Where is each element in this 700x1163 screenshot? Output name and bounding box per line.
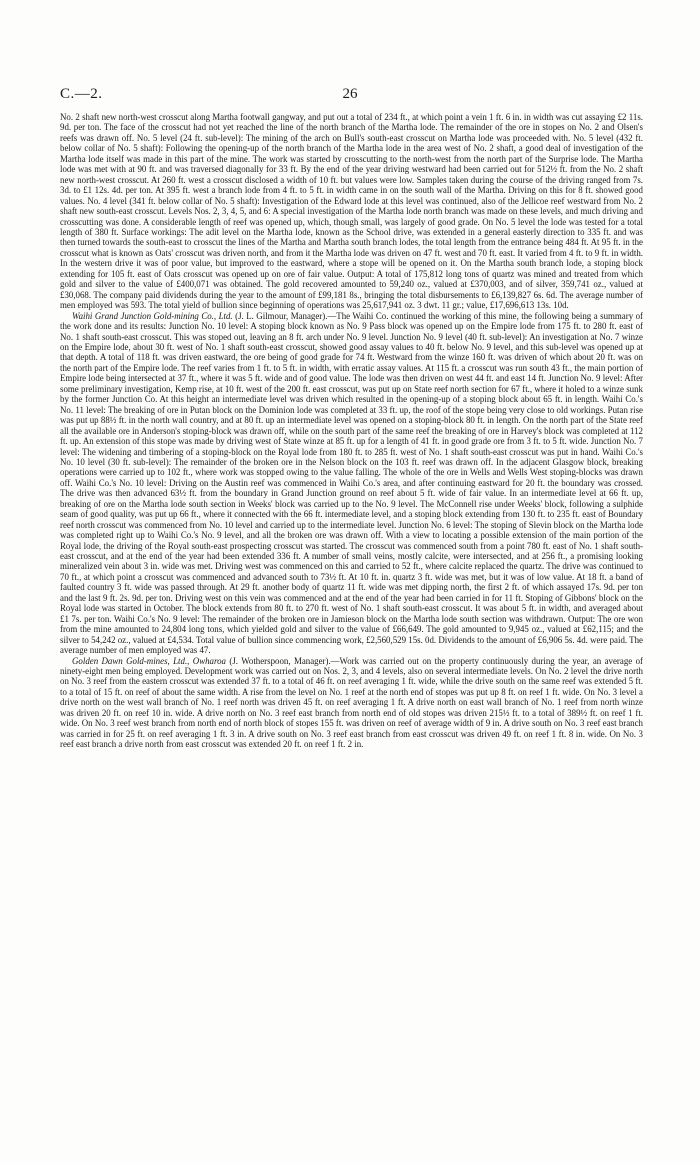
body-text — [60, 112, 643, 750]
paragraph-text: No. 2 shaft new north-west crosscut along Martha footwall gangway, and put out a total of 234 ft., at which point a vein 1 ft. 6 in. in width was cut assaying £2 11s. 9d. per ton. The face of the crosscut had not yet reached the line of the north branch of the Martha lode. The remainder of the ore in stopes on No. 2 and Olsen's reefs was drawn off. No. 5 level (24 ft. sub-level): The mining of the arch on Bull's south-east crosscut on Martha lode was proceeded with. No. 5 level (432 ft. below collar of No. 5 shaft): Following the opening-up of the north branch of the Martha lode in the area west of No. 2 shaft, a good deal of investigation of the Martha lode itself was made in this part of the mine. The work was started by crosscutting to the north-west from the north part of the Surprise lode. The Martha lode was met with at 90 ft. and was traversed diagonally for 33 ft. By the end of the year driving westward had been carried out for 512½ ft. from the No. 2 shaft new north-west crosscut. At 260 ft. west a crosscut disclosed a width of 10 ft. but values were low. Samples taken during the course of the driving ranged from 7s. 3d. to £1 12s. 4d. per ton. At 395 ft. west a branch lode from 4 ft. to 5 ft. in width came in on the south wall of the Martha. Driving on this for 8 ft. showed good values. No. 4 level (341 ft. below collar of No. 5 shaft): Investigation of the Edward lode at this level was continued, also of the Jellicoe reef westward from No. 2 shaft new south-east crosscut. Levels Nos. 2, 3, 4, 5, and 6: A special investigation of the Martha lode north branch was made on these levels, and much driving and crosscutting was done. A considerable length of reef was opened up, which, though small, was largely of good grade. On No. 5 level the lode was tested for a total length of 380 ft. Surface workings: The adit level on the Martha lode, known as the School drive, was extended in a general easterly direction to 335 ft. and was then turned towards the south-east to crosscut the lines of the Martha and Martha south branch lodes, the total length from the entrance being 484 ft. At 95 ft. in the crosscut what is known as Oats' crosscut was driven north, and from it the Martha lode was driven on 47 ft. west and 70 ft. east. It varied from 4 ft. to 9 ft. in width. In the western drive it was of poor value, but improved to the eastward, where a stope will be opened on it. On the Martha south branch lode, a stoping block extending for 105 ft. east of Oats crosscut was opened up on ore of fair value. Output: A total of 175,812 long tons of quartz was mined and treated from which gold and silver to the value of £400,071 was obtained. The gold recovered amounted to 59,240 oz., valued at £370,003, and of silver, 359,741 oz., valued at £30,068. The company paid dividends during the year to the amount of £99,181 8s., bringing the total disbursements to £6,139,827 6s. 6d. The average number of men employed was 593. The total yield of bullion since beginning of operations was 25,617,941 oz. 3 dwt. 11 gr.; value, £17,696,613 13s. 10d. — [60, 112, 643, 311]
paragraph-lead: Waihi Grand Junction Gold-mining Co., Ltd. — [72, 310, 233, 321]
document-reference: C.—2. — [60, 86, 103, 102]
paragraph-text: (J. L. Gilmour, Manager).—The Waihi Co. continued the working of this mine, the following being a summary of the work done and its results: Junction No. 10 level: A stoping block known as No. 9 Pass block was opened up on the Empire lode from 175 ft. to 280 ft. east of No. 1 shaft south-east crosscut. This was stoped out, leaving an 8 ft. arch under No. 9 level. Junction No. 9 level (40 ft. sub-level): An investigation at No. 7 winze on the Empire lode, about 30 ft. west of No. 1 shaft south-east crosscut, showed good assay values to 40 ft. below No. 9 level, and this sub-level was opened up at that depth. A total of 118 ft. was driven eastward, the ore being of good grade for 74 ft. Westward from the winze 160 ft. was driven of which about 20 ft. was on the north part of the Empire lode. The reef varies from 1 ft. to 5 ft. in width, with erratic assay values. At 115 ft. a crosscut was run south 43 ft., the main portion of Empire lode being intersected at 37 ft., where it was 5 ft. wide and of good value. The lode was then driven on west 44 ft. and east 14 ft. Junction No. 9 level: After some preliminary investigation, Kemp rise, at 10 ft. west of the 200 ft. east crosscut, was put up on State reef north section for 67 ft., where it holed to a winze sunk by the former Junction Co. At this height an intermediate level was driven which resulted in the opening-up of a stoping block about 65 ft. in length. Waihi Co.'s No. 11 level: The breaking of ore in Putan block on the Dominion lode was completed at 33 ft. up, the roof of the stope being very close to old workings. Putan rise was put up 88½ ft. in the north wall country, and at 80 ft. up an intermediate level was opened on a stoping-block 80 ft. in length. On the north part of the State reef all the available ore in Anderson's stoping-block was drawn off, while on the south part of the same reef the breaking of ore in Harvey's block was completed at 112 ft. up. An extension of this stope was made by driving west of State winze at 85 ft. up for a length of 41 ft. in good grade ore from 3 ft. to 5 ft. wide. Junction No. 7 level: The widening and timbering of a stoping-block on the Royal lode from 180 ft. to 285 ft. west of No. 1 shaft south-east crosscut was put in hand. Waihi Co.'s No. 10 level (30 ft. sub-level): The remainder of the broken ore in the Nelson block on the 103 ft. reef was drawn off. In the adjacent Glasgow block, breaking operations were carried up to 102 ft., where work was stopped owing to the value falling. The whole of the ore in Wells and Wells West stoping-blocks was drawn off. Waihi Co.'s No. 10 level: Driving on the Austin reef was commenced in Waihi Co.'s area, and after continuing eastward for 20 ft. the boundary was crossed. The drive was then advanced 63½ ft. from the boundary in Grand Junction ground on reef about 5 ft. wide of fair value. In an intermediate level at 66 ft. up, breaking of ore on the Martha lode south section in Weeks' block was carried up to the No. 9 level. The McConnell rise under Weeks' block, following a sulphide seam of good quality, was put up 66 ft., where it connected with the 66 ft. intermediate level, and a stoping block extending from 130 ft. to 235 ft. east of Boundary reef north crosscut was commenced from No. 10 level and carried up to the intermediate level. Junction No. 6 level: The stoping of Slevin block on the Martha lode was completed right up to Waihi Co.'s No. 9 level, and all the broken ore was drawn off. With a view to locating a possible extension of the main portion of the Royal lode, the driving of the Royal south-east prospecting crosscut was started. The crosscut was commenced south from a point 780 ft. east of No. 1 shaft south-east crosscut, and at the end of the year had been extended 336 ft. A number of small veins, mostly calcite, were intersected, and at 256 ft., a promising looking mineralized vein about 3 in. wide was met. Driving west was commenced on this and carried to 52 ft., where calcite replaced the quartz. The drive was continued to 70 ft., at which point a crosscut was commenced and advanced south to 73½ ft. At 10 ft. in. quartz 3 ft. wide was met, but it was of low value. At 18 ft. a band of faulted country 3 ft. wide was passed through. At 29 ft. another body of quartz 11 ft. wide was met dipping north, the first 2 ft. of which assayed 17s. 9d. per ton and the last 9 ft. 2s. 9d. per ton. Driving west on this vein was commenced and at the end of the year had been carried in for 11 ft. Stoping of Gibbons' block on the Royal lode was started in October. The block extends from 80 ft. to 270 ft. west of No. 1 shaft south-east crosscut. It was about 5 ft. in width, and averaged about £1 7s. per ton. Waihi Co.'s No. 9 level: The remainder of the broken ore in Jamieson block on the Martha lode south section was withdrawn. Output: The ore won from the mine amounted to 24,804 long tons, which yielded gold and silver to the value of £66,649. The gold amounted to 9,945 oz., valued at £62,115; and the silver to 54,242 oz., valued at £4,534. Total value of bullion since commencing work, £2,560,529 15s. 0d. Dividends to the amount of £6,906 5s. 4d. were paid. The average number of men employed was 47. — [60, 310, 643, 656]
paragraph-text: (J. Wotherspoon, Manager).—Work was carried out on the property continuously during the year, an average of ninety-eight men being employed. Development work was carried out on Nos. 2, 3, and 4 levels, also on several intermediate levels. On No. 2 level the drive north on No. 3 reef from the eastern crosscut was extended 37 ft. to a total of 46 ft. on reef averaging 1 ft. wide, while the drive south on the same reef was extended 5 ft. to a total of 15 ft. on reef of about the same width. A rise from the level on No. 1 reef at the north end of stopes was put up 8 ft. on reef 1 ft. wide. On No. 3 level a drive north on the west wall branch of No. 1 reef north was driven 45 ft. on reef averaging 1 ft. A drive north on east wall branch of No. 1 reef from north winze was driven 20 ft. on reef 10 in. wide. A drive north on No. 3 reef east branch from north end of old stopes was driven 215½ ft. to a total of 389½ ft. on reef 1 ft. wide. On No. 3 reef west branch from north end of north block of stopes 155 ft. was driven on reef of average width of 9 in. A drive south on No. 3 reef east branch was carried in for 25 ft. on reef averaging 1 ft. 3 in. A drive south on No. 3 reef east branch from east crosscut was driven 49 ft. on reef 1 ft. 8 in. wide. On No. 3 reef east branch a drive north from east crosscut was extended 20 ft. on reef 1 ft. 2 in. — [60, 655, 643, 750]
paragraph-martha-lode — [60, 112, 643, 311]
paragraph-lead: Golden Dawn Gold-mines, Ltd., Owharoa — [72, 655, 226, 666]
paragraph-waihi-grand-junction — [60, 311, 643, 656]
paragraph-golden-dawn — [60, 656, 643, 750]
page-number: 26 — [342, 86, 358, 102]
